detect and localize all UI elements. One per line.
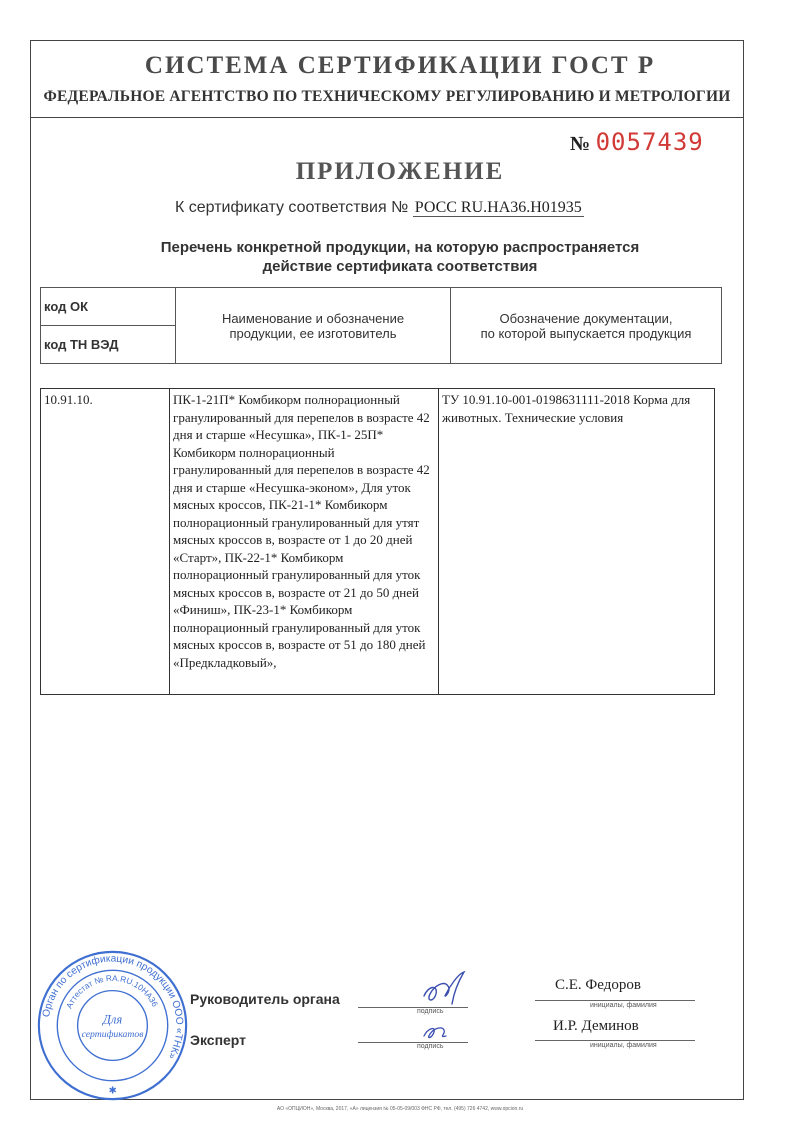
documentation-header-line2: по которой выпускается продукция (480, 325, 692, 341)
list-title-line2: действие сертификата соответствия (262, 258, 538, 275)
table-header (40, 287, 722, 364)
expert-sign-caption: подпись (417, 1043, 444, 1050)
stamp-inner-text: Аттестат № RA.RU.10НА36 (64, 973, 160, 1010)
product-line: полнорационный гранулированный для уток (173, 619, 421, 635)
certificate-reference (175, 199, 584, 217)
head-name-caption: инициалы, фамилия (590, 1002, 657, 1009)
product-description-cell (170, 389, 439, 695)
expert-name: И.Р. Деминов (553, 1018, 639, 1034)
documentation-line: ТУ 10.91.10-001-0198631111-2018 Корма для (442, 392, 691, 407)
documentation-header-line1: Обозначение документации, (499, 310, 673, 326)
head-signature (418, 968, 470, 1010)
product-code-cell: 10.91.10. (41, 389, 170, 695)
stamp-star-icon: ✱ (108, 1085, 117, 1097)
certificate-number: РОСС RU.HA36.H01935 (414, 199, 582, 216)
product-table (40, 388, 715, 695)
form-number (570, 128, 704, 156)
product-line: дня и старше «Несушка-эконом», Для уток (173, 479, 411, 495)
printer-footer: АО «ОПЦИОН», Москва, 2017, «А» лицензия № 05-05-09/003 ФНС РФ, тел. (495) 726 4742, www.opcion.ru (276, 1106, 524, 1112)
list-title (30, 238, 770, 276)
documentation-header (451, 288, 722, 364)
product-header (176, 288, 451, 364)
code-tnved-header: код ТН ВЭД (41, 326, 176, 364)
agency-title: ФЕДЕРАЛЬНОЕ АГЕНТСТВО ПО ТЕХНИЧЕСКОМУ РЕГУЛИРОВАНИЮ И МЕТРОЛОГИИ (43, 88, 731, 105)
product-header-line2: продукции, ее изготовитель (229, 325, 397, 341)
stamp-outer-text: Орган по сертификации продукции ООО «ТНК» (41, 953, 185, 1061)
certification-stamp (35, 948, 190, 1103)
product-line: полнорационный гранулированный для утят (173, 514, 420, 530)
system-title: СИСТЕМА СЕРТИФИКАЦИИ ГОСТ Р (144, 52, 656, 79)
stamp-center-line2: сертификатов (81, 1029, 144, 1041)
product-line: мясных кроссов в, возрасте от 21 до 50 дней (173, 584, 419, 600)
product-line: гранулированный для перепелов в возрасте 42 (173, 462, 430, 477)
product-line: полнорационный гранулированный для уток (173, 567, 421, 582)
product-line: «Старт», ПК-22-1* Комбикорм (173, 549, 344, 565)
head-sign-caption: подпись (417, 1008, 444, 1015)
product-line: «Финиш», ПК-23-1* Комбикорм (173, 602, 353, 617)
header-divider (30, 117, 744, 118)
code-ok-header: код ОК (41, 288, 176, 326)
product-line: мясных кроссов, ПК-21-1* Комбикорм (173, 497, 388, 512)
page-title: ПРИЛОЖЕНИЕ (295, 158, 505, 185)
product-line: дня и старше «Несушка», ПК-1- 25П* (173, 427, 384, 442)
product-line: «Предкладковый», (173, 654, 277, 670)
number-sign: № (570, 133, 591, 155)
product-line: мясных кроссов в, возрасте от 1 до 20 дней (173, 532, 413, 547)
list-title-line1: Перечень конкретной продукции, на которую распространяется (160, 239, 640, 256)
product-header-line1: Наименование и обозначение (221, 310, 405, 326)
table-row (41, 389, 715, 695)
head-label: Руководитель органа (190, 991, 340, 1007)
expert-name-line (535, 1040, 695, 1041)
product-line: ПК-1-21П* Комбикорм полнорационный (173, 392, 400, 407)
expert-label: Эксперт (190, 1032, 247, 1048)
certificate-label: К сертификату соответствия № (175, 199, 409, 216)
documentation-cell (439, 389, 715, 695)
form-number-value: 0057439 (595, 128, 704, 156)
expert-name-caption: инициалы, фамилия (590, 1042, 657, 1049)
documentation-line: животных. Технические условия (442, 409, 624, 425)
head-name: С.Е. Федоров (555, 977, 641, 993)
product-line: Комбикорм полнорационный (173, 444, 335, 460)
product-line: мясных кроссов в, возрасте от 51 до 180 дней (173, 637, 426, 652)
product-line: гранулированный для перепелов в возрасте 42 (173, 409, 430, 425)
expert-signature (420, 1022, 452, 1044)
stamp-center-line1: Для (102, 1012, 123, 1027)
head-name-line (535, 1000, 695, 1001)
